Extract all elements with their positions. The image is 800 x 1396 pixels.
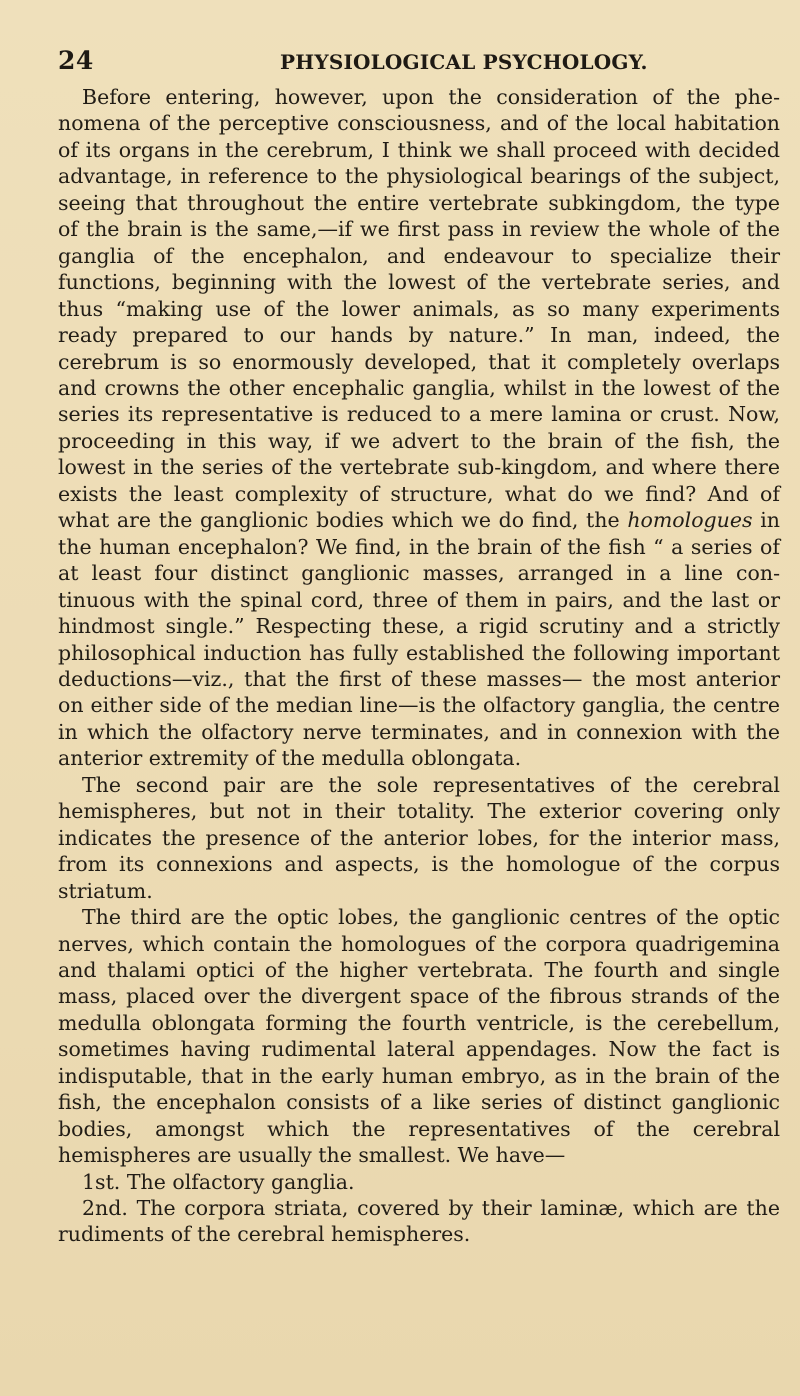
paragraph-1-text-end: in the human encephalon? We find, in the brain of the fish “ a series of at least four distinct ganglionic masses, arranged in a line continuous with the spinal cord, three of them in pairs, and the last or hindmost single.” Respecting these, a rigid scrutiny and a strictly philosophical induction has fully established the following important deductions—viz., that the first of these masses— the most anterior on either side of the median line—is the olfactory ganglia, the centre in which the olfactory nerve terminates, and in connexion with the anterior extremity of the medulla oblongata. [58, 508, 780, 771]
paragraph-1-text: Before entering, however, upon the consideration of the phenomena of the perceptive consciousness, and of the local habitation of its organs in the cerebrum, I think we shall proceed with decided advantage, in reference to the physiological bearings of the subject, seeing that throughout the entire vertebrate subkingdom, the type of the brain is the same,—if we first pass in review the whole of the ganglia of the encephalon, and endeavour to specialize their functions, beginning with the lowest of the vertebrate series, and thus “making use of the lower animals, as so many experiments ready prepared to our hands by nature.” In man, indeed, the cerebrum is so enormously developed, that it completely overlaps and crowns the other encephalic ganglia, whilst in the lowest of the series its representative is reduced to a mere lamina or crust. Now, proceeding in this way, if we advert to the brain of the fish, the lowest in the series of the vertebrate sub-kingdom, and where there exists the least complexity of structure, what do we find? And of what are the ganglionic bodies which we do find, the [58, 85, 780, 533]
paragraph-1 [58, 84, 780, 772]
running-title: PHYSIOLOGICAL PSYCHOLOGY. [280, 50, 648, 74]
running-head [58, 46, 778, 80]
paragraph-1-italic-term: homologues [627, 508, 753, 533]
paragraph-2: The second pair are the sole representatives of the cerebral hemispheres, but not in their totality. The exterior covering only indicates the presence of the anterior lobes, for the interior mass, from its connexions and aspects, is the homologue of the corpus striatum. [58, 772, 780, 903]
page-number: 24 [58, 46, 94, 75]
list-item-2: 2nd. The corpora striata, covered by their laminæ, which are the rudiments of the cerebral hemispheres. [58, 1196, 780, 1247]
body-text [58, 84, 780, 1248]
list-item-1: 1st. The olfactory ganglia. [82, 1169, 355, 1194]
paragraph-3: The third are the optic lobes, the ganglionic centres of the optic nerves, which contain the homologues of the corpora quadrigemina and thalami optici of the higher vertebrata. The fourth and single mass, placed over the divergent space of the fibrous strands of the medulla oblongata forming the fourth ventricle, is the cerebellum, sometimes having rudimental lateral appendages. Now the fact is indisputable, that in the early human embryo, as in the brain of the fish, the encephalon consists of a like series of distinct ganglionic bodies, amongst which the representatives of the cerebral hemispheres are usually the smallest. We have— [58, 905, 780, 1168]
